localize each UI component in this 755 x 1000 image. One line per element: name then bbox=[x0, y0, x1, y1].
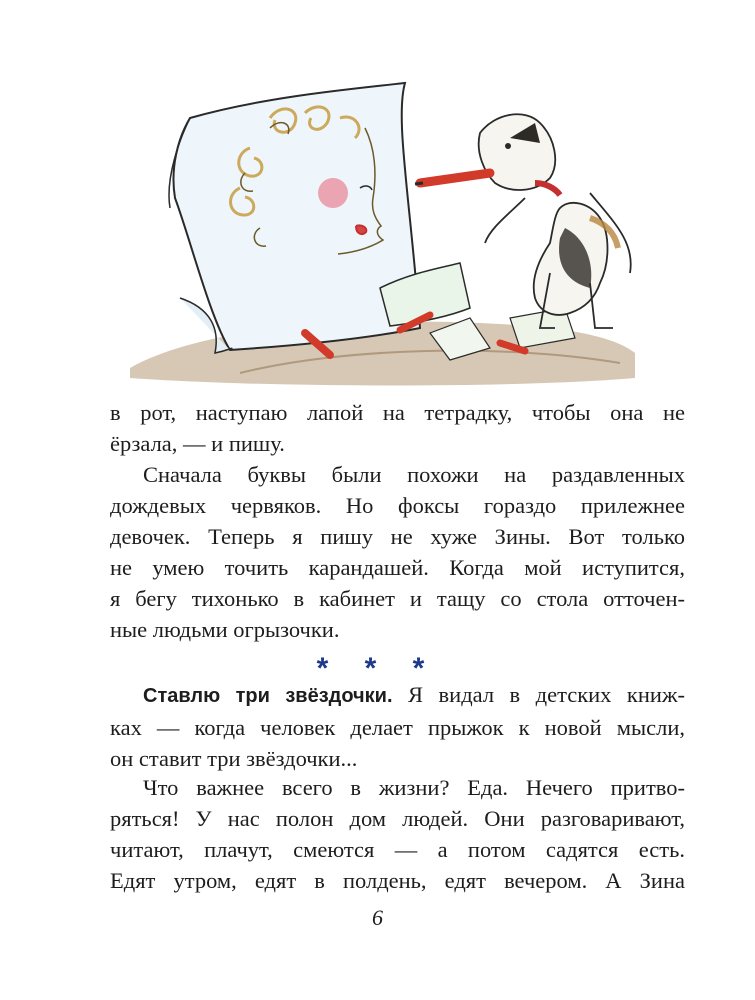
text-line: девочек. Теперь я пишу не хуже Зины. Вот только bbox=[110, 524, 685, 549]
text-line: ные людьми огрызочки. bbox=[110, 617, 340, 642]
page-number: 6 bbox=[372, 905, 383, 930]
text-line bbox=[110, 679, 685, 712]
text-line: ках — когда человек делает прыжок к новой мысли, bbox=[110, 715, 685, 740]
text-line: в рот, наступаю лапой на тетрадку, чтобы она не bbox=[110, 400, 685, 425]
text-line: Что важнее всего в жизни? Еда. Нечего притво- bbox=[143, 775, 685, 800]
text-line: ёрзала, — и пишу. bbox=[110, 431, 285, 456]
paragraph-2 bbox=[110, 459, 685, 645]
text-line: Сначала буквы были похожи на раздавленных bbox=[143, 462, 685, 487]
paragraph-1 bbox=[110, 397, 685, 459]
bold-lead: Ставлю три звёздочки. bbox=[143, 685, 393, 707]
text-line: не умею точить карандашей. Когда мой иступится, bbox=[110, 555, 685, 580]
text-line: я бегу тихонько в кабинет и тащу со стола отточен- bbox=[110, 586, 685, 611]
text-line: дождевых червяков. Но фоксы гораздо прилежнее bbox=[110, 493, 685, 518]
text-line: Едят утром, едят в полдень, едят вечером. А Зина bbox=[110, 868, 685, 893]
text-line-rest: Я видал в детских книж- bbox=[392, 682, 685, 707]
illustration bbox=[120, 78, 640, 388]
text-line: он ставит три звёздочки... bbox=[110, 746, 358, 771]
paragraph-3 bbox=[110, 679, 685, 774]
text-line: читают, плачут, смеются — а потом садятся есть. bbox=[110, 837, 685, 862]
section-separator-stars: * * * bbox=[316, 652, 439, 685]
text-line: ряться! У нас полон дом людей. Они разговаривают, bbox=[110, 806, 685, 831]
paragraph-4 bbox=[110, 772, 685, 896]
